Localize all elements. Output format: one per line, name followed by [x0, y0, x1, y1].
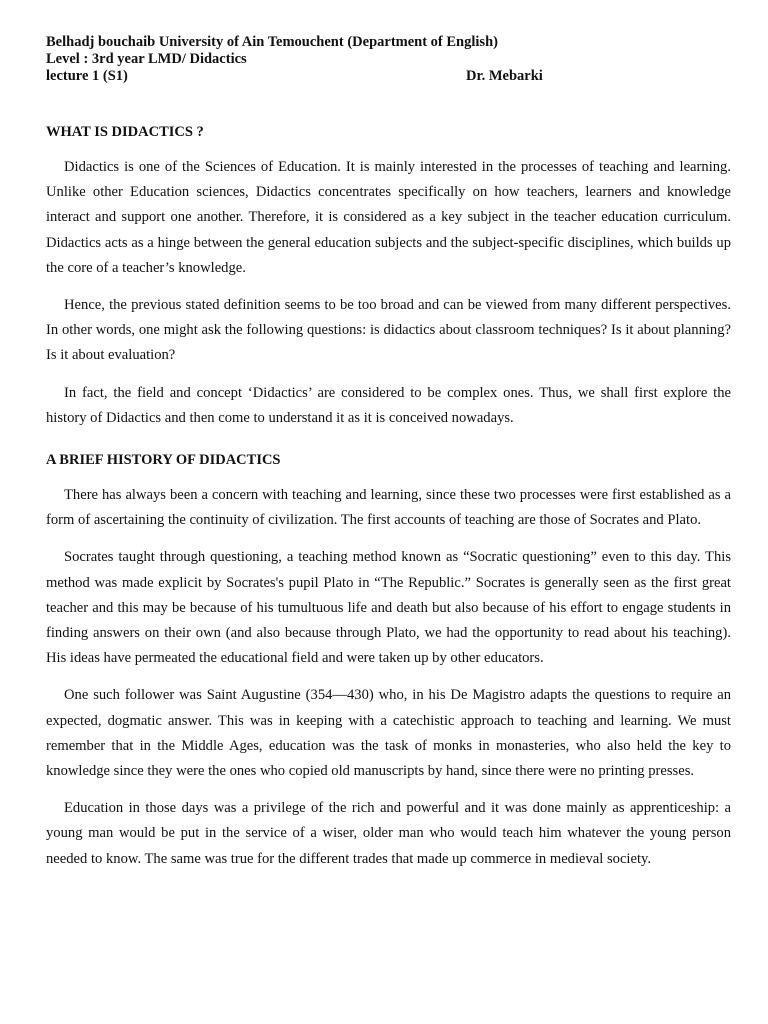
document-page	[46, 34, 731, 872]
paragraph: In fact, the field and concept ‘Didactics’ are considered to be complex ones. Thus, we shall first explore the history of Didactics and then come to understand it as it is conceived nowadays.	[46, 384, 731, 426]
paragraph: Socrates taught through questioning, a teaching method known as “Socratic questioning” even to this day. This method was made explicit by Socrates's pupil Plato in “The Republic.” Socrates is generally seen as the first great teacher and this may be because of his tumultuous life and death but also because of his effort to engage students in finding answers on their own (and also because through Plato, we had the opportunity to read about his teaching). His ideas have permeated the educational field and were taken up by other educators.	[46, 549, 731, 667]
header-lecture-line	[46, 68, 731, 85]
header-university-line: Belhadj bouchaib University of Ain Temouchent (Department of English)	[46, 34, 498, 50]
paragraph: There has always been a concern with teaching and learning, since these two processes were first established as a form of ascertaining the continuity of civilization. The first accounts of teaching are those of Socrates and Plato.	[46, 487, 731, 529]
paragraph: One such follower was Saint Augustine (354—430) who, in his De Magistro adapts the questions to require an expected, dogmatic answer. This was in keeping with a catechistic approach to teaching and learning. We must remember that in the Middle Ages, education was the task of monks in monasteries, who also held the key to knowledge since they were the ones who copied old manuscripts by hand, since there were no printing presses.	[46, 687, 731, 780]
paragraph: Education in those days was a privilege of the rich and powerful and it was done mainly as apprenticeship: a young man would be put in the service of a wiser, older man who would teach him whatever the young person needed to know. The same was true for the different trades that made up commerce in medieval society.	[46, 800, 731, 867]
document-header	[46, 34, 731, 85]
section-title-what-is-didactics: WHAT IS DIDACTICS ?	[46, 124, 204, 140]
paragraph: Didactics is one of the Sciences of Education. It is mainly interested in the processes of teaching and learning. Unlike other Education sciences, Didactics concentrates specifically on how teachers, learners and knowledge interact and support one another. Therefore, it is considered as a key subject in the teacher education curriculum. Didactics acts as a hinge between the general education subjects and the subject-specific disciplines, which builds up the core of a teacher’s knowledge.	[46, 159, 731, 276]
header-author: Dr. Mebarki	[466, 68, 543, 84]
header-lecture-label: lecture 1 (S1)	[46, 68, 128, 84]
paragraph: Hence, the previous stated definition seems to be too broad and can be viewed from many different perspectives. In other words, one might ask the following questions: is didactics about classroom techniques? Is it about planning? Is it about evaluation?	[46, 297, 731, 364]
header-level-line: Level : 3rd year LMD/ Didactics	[46, 51, 247, 67]
section-title-brief-history: A BRIEF HISTORY OF DIDACTICS	[46, 452, 281, 469]
